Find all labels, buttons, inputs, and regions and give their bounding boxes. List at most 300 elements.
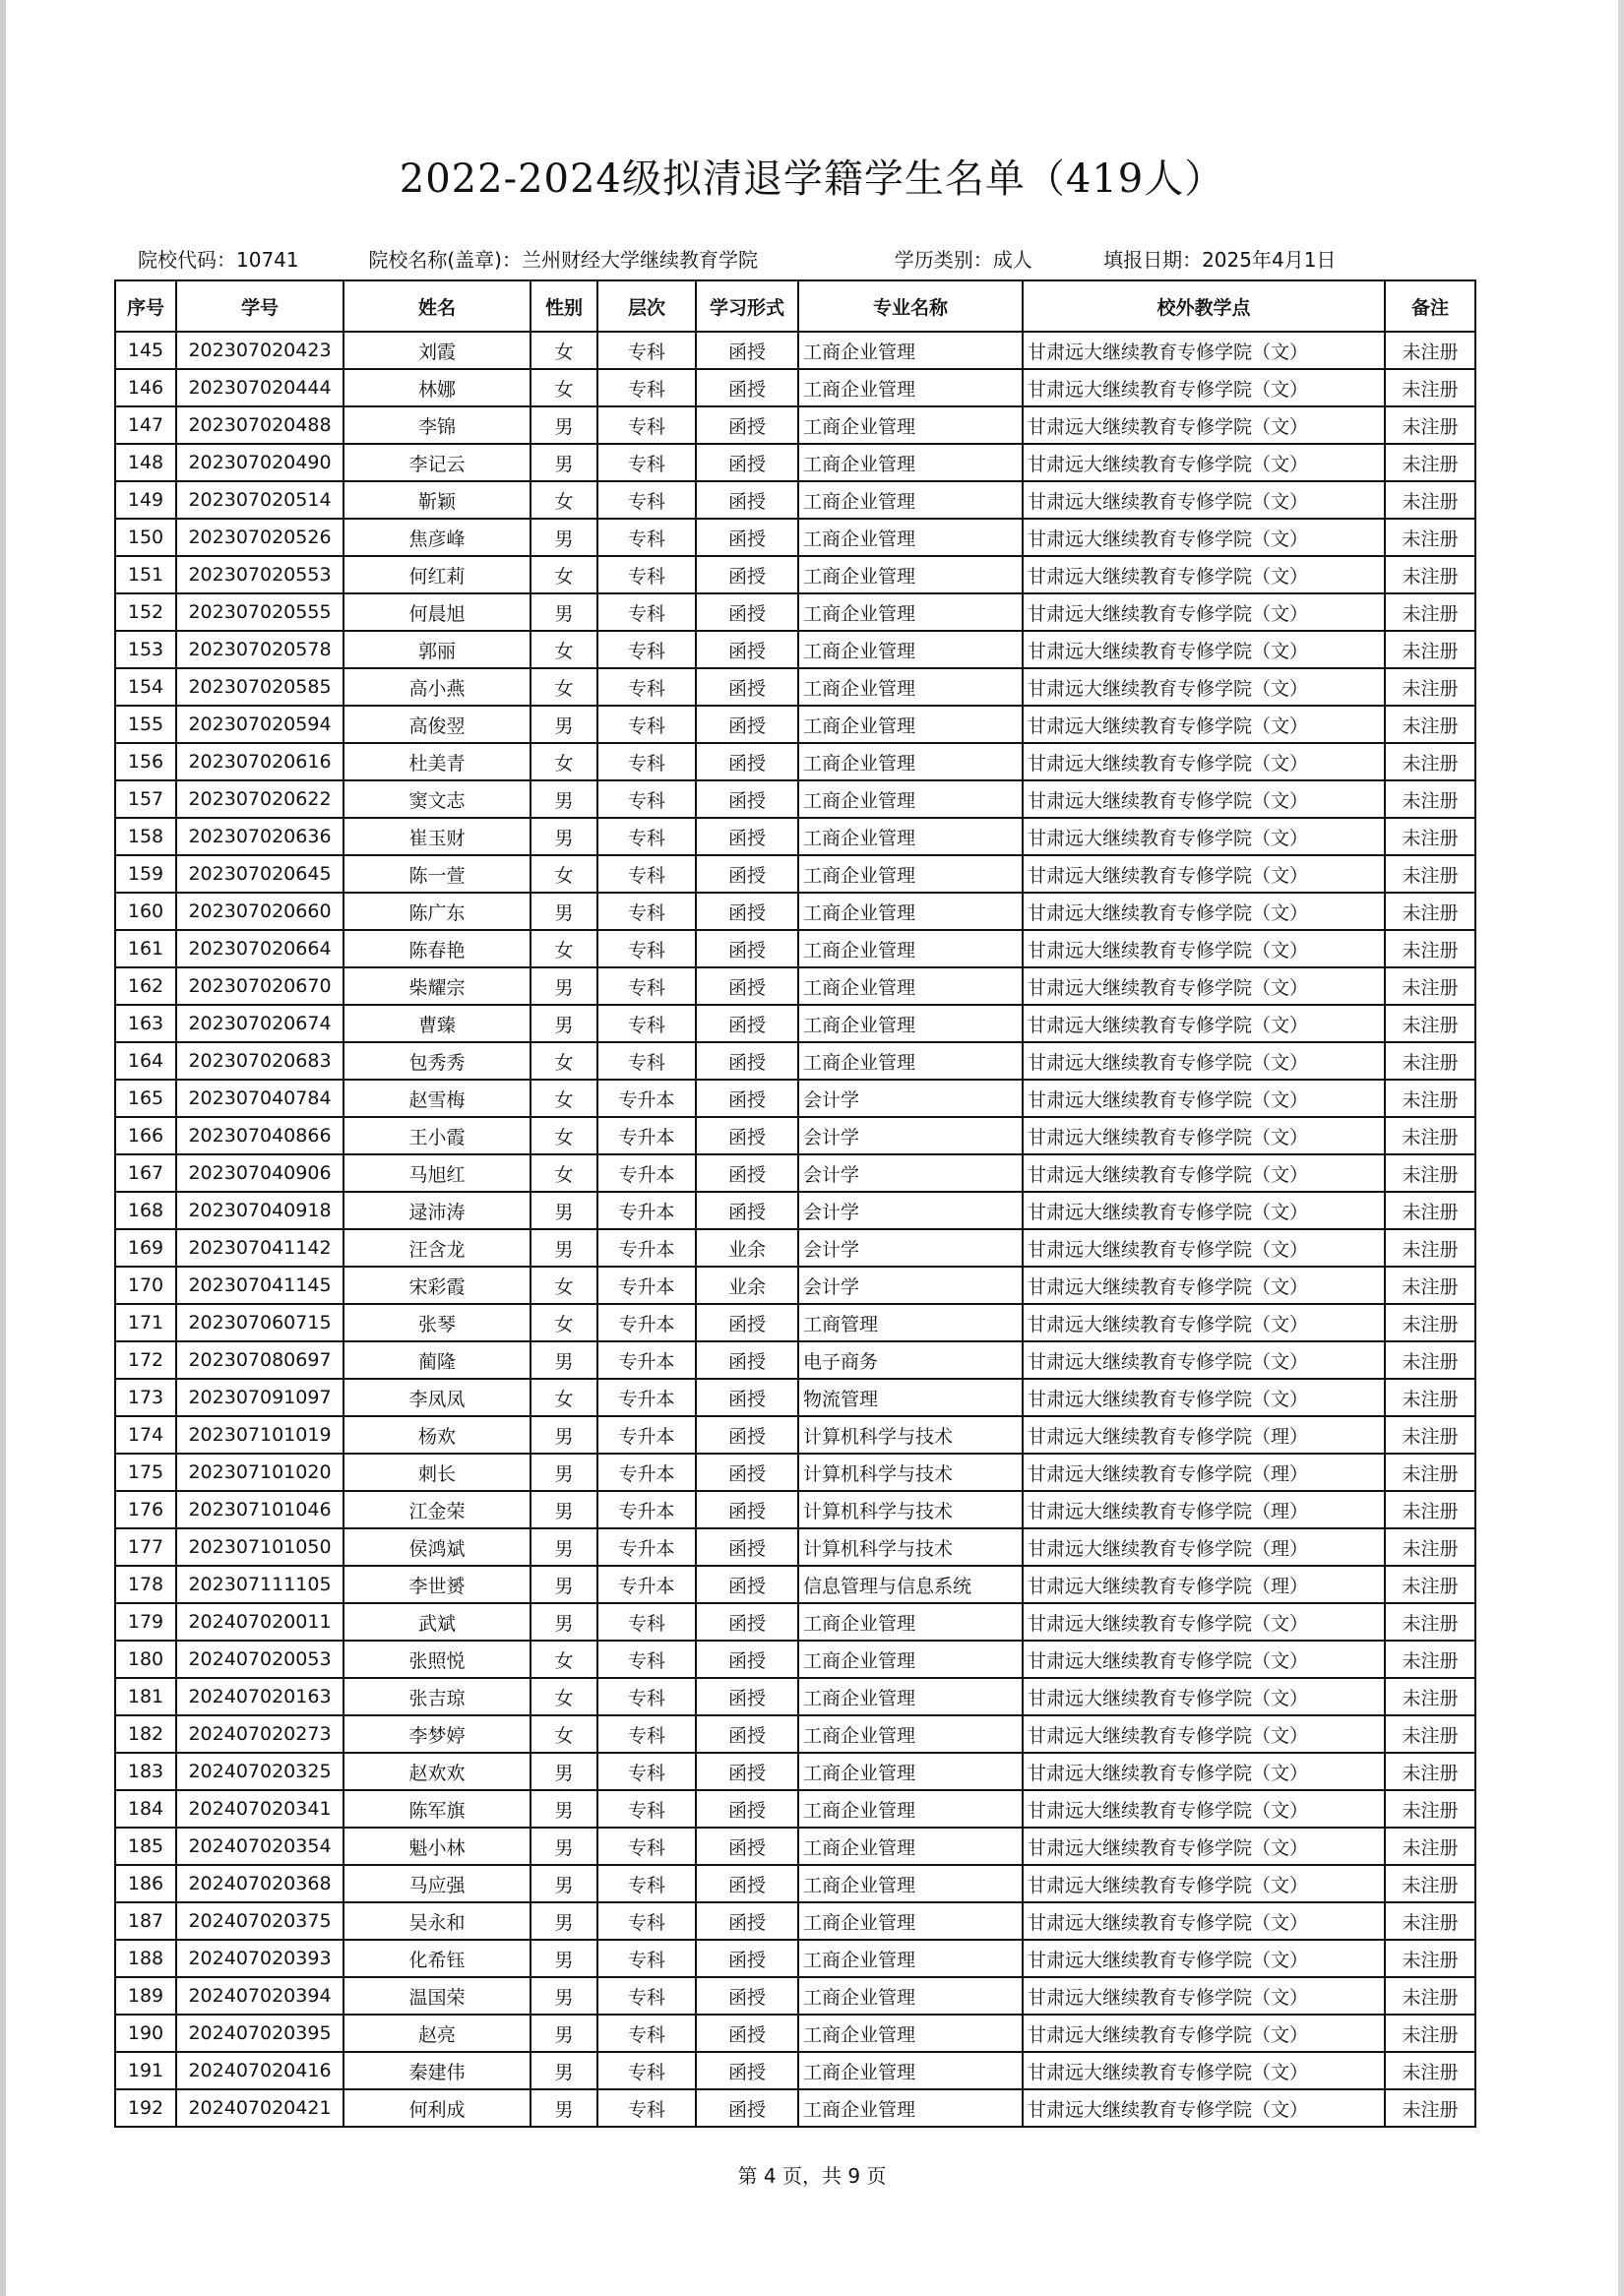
- cell-teaching-site: 甘肃远大继续教育专修学院（文）: [1023, 2015, 1385, 2052]
- cell-name: 窦文志: [344, 780, 531, 818]
- cell-teaching-site: 甘肃远大继续教育专修学院（文）: [1023, 2052, 1385, 2089]
- cell-level: 专科: [597, 332, 696, 369]
- cell-index: 170: [115, 1267, 176, 1304]
- cell-level: 专科: [597, 406, 696, 444]
- table-row: [115, 855, 1475, 893]
- cell-teaching-site: 甘肃远大继续教育专修学院（文）: [1023, 1005, 1385, 1042]
- cell-student-id: 202407020325: [176, 1753, 344, 1790]
- cell-gender: 女: [531, 930, 597, 967]
- cell-index: 171: [115, 1304, 176, 1341]
- table-row: [115, 1080, 1475, 1117]
- cell-index: 186: [115, 1865, 176, 1902]
- cell-teaching-site: 甘肃远大继续教育专修学院（文）: [1023, 855, 1385, 893]
- cell-name: 赵亮: [344, 2015, 531, 2052]
- cell-gender: 男: [531, 1828, 597, 1865]
- cell-level: 专科: [597, 1940, 696, 1977]
- table-row: [115, 1341, 1475, 1379]
- cell-index: 153: [115, 631, 176, 668]
- col-header-study-mode: 学习形式: [696, 280, 798, 332]
- cell-gender: 男: [531, 780, 597, 818]
- cell-major: 工商企业管理: [798, 930, 1023, 967]
- cell-student-id: 202407020053: [176, 1641, 344, 1678]
- cell-major: 会计学: [798, 1080, 1023, 1117]
- table-row: [115, 743, 1475, 780]
- cell-gender: 男: [531, 1753, 597, 1790]
- cell-remark: 未注册: [1385, 2052, 1475, 2089]
- cell-teaching-site: 甘肃远大继续教育专修学院（理）: [1023, 1491, 1385, 1528]
- cell-level: 专科: [597, 967, 696, 1005]
- table-row: [115, 1828, 1475, 1865]
- cell-teaching-site: 甘肃远大继续教育专修学院（理）: [1023, 1566, 1385, 1603]
- table-row: [115, 780, 1475, 818]
- cell-level: 专科: [597, 818, 696, 855]
- table-row: [115, 1603, 1475, 1641]
- cell-remark: 未注册: [1385, 1902, 1475, 1940]
- cell-gender: 男: [531, 1940, 597, 1977]
- cell-study-mode: 函授: [696, 1940, 798, 1977]
- cell-level: 专科: [597, 930, 696, 967]
- cell-teaching-site: 甘肃远大继续教育专修学院（文）: [1023, 1117, 1385, 1154]
- cell-teaching-site: 甘肃远大继续教育专修学院（文）: [1023, 332, 1385, 369]
- cell-gender: 男: [531, 2052, 597, 2089]
- cell-major: 工商企业管理: [798, 967, 1023, 1005]
- cell-teaching-site: 甘肃远大继续教育专修学院（文）: [1023, 1154, 1385, 1192]
- cell-level: 专科: [597, 519, 696, 556]
- cell-study-mode: 函授: [696, 1117, 798, 1154]
- cell-name: 靳颖: [344, 481, 531, 519]
- cell-major: 工商企业管理: [798, 1790, 1023, 1828]
- cell-teaching-site: 甘肃远大继续教育专修学院（文）: [1023, 1229, 1385, 1267]
- cell-teaching-site: 甘肃远大继续教育专修学院（文）: [1023, 1304, 1385, 1341]
- cell-index: 157: [115, 780, 176, 818]
- cell-major: 工商企业管理: [798, 1678, 1023, 1715]
- cell-student-id: 202307020683: [176, 1042, 344, 1080]
- cell-study-mode: 函授: [696, 1715, 798, 1753]
- cell-study-mode: 函授: [696, 1416, 798, 1454]
- table-row: [115, 1641, 1475, 1678]
- cell-gender: 女: [531, 1080, 597, 1117]
- cell-major: 工商企业管理: [798, 481, 1023, 519]
- cell-student-id: 202407020394: [176, 1977, 344, 2015]
- cell-student-id: 202407020341: [176, 1790, 344, 1828]
- table-row: [115, 519, 1475, 556]
- document-meta: [138, 244, 1336, 273]
- cell-remark: 未注册: [1385, 332, 1475, 369]
- cell-name: 赵雪梅: [344, 1080, 531, 1117]
- cell-student-id: 202307040866: [176, 1117, 344, 1154]
- cell-study-mode: 函授: [696, 930, 798, 967]
- cell-study-mode: 函授: [696, 631, 798, 668]
- cell-remark: 未注册: [1385, 1865, 1475, 1902]
- cell-name: 张照悦: [344, 1641, 531, 1678]
- cell-study-mode: 函授: [696, 2015, 798, 2052]
- cell-student-id: 202307020585: [176, 668, 344, 706]
- col-header-remark: 备注: [1385, 280, 1475, 332]
- cell-index: 181: [115, 1678, 176, 1715]
- cell-gender: 女: [531, 1042, 597, 1080]
- cell-major: 工商企业管理: [798, 706, 1023, 743]
- cell-index: 149: [115, 481, 176, 519]
- cell-major: 工商企业管理: [798, 1753, 1023, 1790]
- cell-index: 190: [115, 2015, 176, 2052]
- cell-student-id: 202307091097: [176, 1379, 344, 1416]
- cell-major: 工商企业管理: [798, 519, 1023, 556]
- cell-level: 专科: [597, 668, 696, 706]
- cell-study-mode: 函授: [696, 1678, 798, 1715]
- cell-remark: 未注册: [1385, 1715, 1475, 1753]
- cell-student-id: 202307020488: [176, 406, 344, 444]
- cell-major: 工商企业管理: [798, 855, 1023, 893]
- cell-level: 专科: [597, 444, 696, 481]
- cell-study-mode: 函授: [696, 1341, 798, 1379]
- table-row: [115, 1267, 1475, 1304]
- cell-study-mode: 函授: [696, 1080, 798, 1117]
- table-row: [115, 1154, 1475, 1192]
- cell-name: 魁小林: [344, 1828, 531, 1865]
- cell-remark: 未注册: [1385, 1080, 1475, 1117]
- table-row: [115, 1977, 1475, 2015]
- cell-student-id: 202307040906: [176, 1154, 344, 1192]
- cell-study-mode: 函授: [696, 332, 798, 369]
- table-row: [115, 2052, 1475, 2089]
- cell-gender: 男: [531, 444, 597, 481]
- cell-study-mode: 函授: [696, 967, 798, 1005]
- cell-remark: 未注册: [1385, 406, 1475, 444]
- cell-remark: 未注册: [1385, 1304, 1475, 1341]
- cell-major: 工商企业管理: [798, 631, 1023, 668]
- cell-teaching-site: 甘肃远大继续教育专修学院（文）: [1023, 893, 1385, 930]
- cell-index: 169: [115, 1229, 176, 1267]
- table-row: [115, 631, 1475, 668]
- cell-major: 工商企业管理: [798, 1940, 1023, 1977]
- cell-student-id: 202307020670: [176, 967, 344, 1005]
- cell-name: 李记云: [344, 444, 531, 481]
- cell-level: 专升本: [597, 1080, 696, 1117]
- table-row: [115, 593, 1475, 631]
- cell-index: 188: [115, 1940, 176, 1977]
- cell-gender: 男: [531, 1341, 597, 1379]
- cell-remark: 未注册: [1385, 855, 1475, 893]
- cell-index: 180: [115, 1641, 176, 1678]
- cell-remark: 未注册: [1385, 1603, 1475, 1641]
- table-row: [115, 481, 1475, 519]
- table-row: [115, 706, 1475, 743]
- cell-student-id: 202307020594: [176, 706, 344, 743]
- cell-remark: 未注册: [1385, 668, 1475, 706]
- education-type: 学历类别：成人: [894, 248, 1032, 272]
- cell-name: 陈广东: [344, 893, 531, 930]
- cell-remark: 未注册: [1385, 631, 1475, 668]
- cell-index: 165: [115, 1080, 176, 1117]
- cell-gender: 女: [531, 1117, 597, 1154]
- cell-index: 187: [115, 1902, 176, 1940]
- cell-teaching-site: 甘肃远大继续教育专修学院（文）: [1023, 743, 1385, 780]
- table-row: [115, 668, 1475, 706]
- cell-level: 专升本: [597, 1528, 696, 1566]
- cell-study-mode: 业余: [696, 1229, 798, 1267]
- table-row: [115, 1678, 1475, 1715]
- cell-remark: 未注册: [1385, 1229, 1475, 1267]
- cell-student-id: 202307040784: [176, 1080, 344, 1117]
- cell-remark: 未注册: [1385, 967, 1475, 1005]
- cell-student-id: 202407020416: [176, 2052, 344, 2089]
- cell-name: 马应强: [344, 1865, 531, 1902]
- cell-student-id: 202307020423: [176, 332, 344, 369]
- cell-major: 工商企业管理: [798, 444, 1023, 481]
- cell-name: 曹臻: [344, 1005, 531, 1042]
- cell-remark: 未注册: [1385, 706, 1475, 743]
- cell-teaching-site: 甘肃远大继续教育专修学院（文）: [1023, 444, 1385, 481]
- cell-study-mode: 函授: [696, 593, 798, 631]
- cell-remark: 未注册: [1385, 930, 1475, 967]
- cell-level: 专科: [597, 1005, 696, 1042]
- cell-student-id: 202307040918: [176, 1192, 344, 1229]
- cell-teaching-site: 甘肃远大继续教育专修学院（文）: [1023, 1715, 1385, 1753]
- cell-gender: 男: [531, 593, 597, 631]
- cell-name: 杨欢: [344, 1416, 531, 1454]
- cell-gender: 女: [531, 855, 597, 893]
- cell-index: 179: [115, 1603, 176, 1641]
- cell-gender: 男: [531, 706, 597, 743]
- table-row: [115, 1940, 1475, 1977]
- cell-level: 专科: [597, 1977, 696, 2015]
- cell-index: 158: [115, 818, 176, 855]
- cell-student-id: 202407020375: [176, 1902, 344, 1940]
- student-table: [114, 279, 1476, 2128]
- table-row: [115, 1528, 1475, 1566]
- cell-index: 174: [115, 1416, 176, 1454]
- cell-name: 焦彦峰: [344, 519, 531, 556]
- cell-teaching-site: 甘肃远大继续教育专修学院（文）: [1023, 2089, 1385, 2127]
- cell-gender: 女: [531, 556, 597, 593]
- cell-major: 工商企业管理: [798, 2089, 1023, 2127]
- cell-gender: 女: [531, 1267, 597, 1304]
- cell-study-mode: 函授: [696, 1528, 798, 1566]
- cell-gender: 男: [531, 1790, 597, 1828]
- cell-student-id: 202407020354: [176, 1828, 344, 1865]
- cell-index: 152: [115, 593, 176, 631]
- cell-student-id: 202407020163: [176, 1678, 344, 1715]
- table-row: [115, 1865, 1475, 1902]
- cell-index: 163: [115, 1005, 176, 1042]
- cell-teaching-site: 甘肃远大继续教育专修学院（理）: [1023, 1454, 1385, 1491]
- cell-index: 191: [115, 2052, 176, 2089]
- cell-level: 专科: [597, 593, 696, 631]
- cell-student-id: 202407020273: [176, 1715, 344, 1753]
- cell-student-id: 202307041142: [176, 1229, 344, 1267]
- cell-student-id: 202307111105: [176, 1566, 344, 1603]
- cell-gender: 男: [531, 967, 597, 1005]
- cell-index: 166: [115, 1117, 176, 1154]
- school-name: 院校名称(盖章)：兰州财经大学继续教育学院: [368, 248, 758, 272]
- cell-level: 专科: [597, 2052, 696, 2089]
- cell-major: 工商企业管理: [798, 1865, 1023, 1902]
- cell-index: 172: [115, 1341, 176, 1379]
- cell-study-mode: 函授: [696, 1603, 798, 1641]
- cell-gender: 男: [531, 1977, 597, 2015]
- cell-major: 工商企业管理: [798, 1715, 1023, 1753]
- cell-study-mode: 函授: [696, 1005, 798, 1042]
- cell-remark: 未注册: [1385, 1790, 1475, 1828]
- table-row: [115, 2089, 1475, 2127]
- cell-name: 秦建伟: [344, 2052, 531, 2089]
- cell-student-id: 202307041145: [176, 1267, 344, 1304]
- cell-name: 郭丽: [344, 631, 531, 668]
- cell-teaching-site: 甘肃远大继续教育专修学院（文）: [1023, 1977, 1385, 2015]
- cell-index: 164: [115, 1042, 176, 1080]
- cell-student-id: 202307101020: [176, 1454, 344, 1491]
- table-row: [115, 1192, 1475, 1229]
- cell-study-mode: 函授: [696, 406, 798, 444]
- cell-study-mode: 函授: [696, 481, 798, 519]
- cell-teaching-site: 甘肃远大继续教育专修学院（文）: [1023, 1080, 1385, 1117]
- cell-student-id: 202307101046: [176, 1491, 344, 1528]
- table-row: [115, 1416, 1475, 1454]
- cell-index: 183: [115, 1753, 176, 1790]
- table-row: [115, 1005, 1475, 1042]
- cell-name: 李世赟: [344, 1566, 531, 1603]
- cell-major: 工商企业管理: [798, 1005, 1023, 1042]
- cell-teaching-site: 甘肃远大继续教育专修学院（文）: [1023, 556, 1385, 593]
- cell-gender: 男: [531, 1566, 597, 1603]
- cell-major: 工商管理: [798, 1304, 1023, 1341]
- cell-name: 杜美青: [344, 743, 531, 780]
- cell-gender: 女: [531, 1379, 597, 1416]
- scan-edge-right: [1618, 0, 1624, 2296]
- cell-gender: 男: [531, 1865, 597, 1902]
- cell-name: 赵欢欢: [344, 1753, 531, 1790]
- cell-gender: 男: [531, 406, 597, 444]
- cell-major: 工商企业管理: [798, 1603, 1023, 1641]
- cell-major: 工商企业管理: [798, 2052, 1023, 2089]
- cell-study-mode: 函授: [696, 1454, 798, 1491]
- col-header-teaching-site: 校外教学点: [1023, 280, 1385, 332]
- cell-level: 专科: [597, 1678, 696, 1715]
- cell-gender: 男: [531, 818, 597, 855]
- table-row: [115, 1379, 1475, 1416]
- cell-level: 专升本: [597, 1267, 696, 1304]
- cell-gender: 女: [531, 1678, 597, 1715]
- cell-teaching-site: 甘肃远大继续教育专修学院（文）: [1023, 967, 1385, 1005]
- cell-gender: 女: [531, 1154, 597, 1192]
- cell-study-mode: 函授: [696, 556, 798, 593]
- cell-level: 专升本: [597, 1304, 696, 1341]
- cell-student-id: 202307020490: [176, 444, 344, 481]
- cell-index: 177: [115, 1528, 176, 1566]
- cell-remark: 未注册: [1385, 1678, 1475, 1715]
- cell-major: 工商企业管理: [798, 1977, 1023, 2015]
- cell-name: 蔺隆: [344, 1341, 531, 1379]
- cell-study-mode: 函授: [696, 780, 798, 818]
- cell-level: 专升本: [597, 1117, 696, 1154]
- cell-gender: 女: [531, 1304, 597, 1341]
- cell-name: 张琴: [344, 1304, 531, 1341]
- cell-student-id: 202307020526: [176, 519, 344, 556]
- cell-student-id: 202307020664: [176, 930, 344, 967]
- cell-index: 168: [115, 1192, 176, 1229]
- cell-name: 李梦婷: [344, 1715, 531, 1753]
- cell-level: 专科: [597, 1715, 696, 1753]
- cell-index: 162: [115, 967, 176, 1005]
- cell-index: 178: [115, 1566, 176, 1603]
- cell-gender: 男: [531, 1902, 597, 1940]
- cell-remark: 未注册: [1385, 743, 1475, 780]
- col-header-gender: 性别: [531, 280, 597, 332]
- cell-teaching-site: 甘肃远大继续教育专修学院（文）: [1023, 1267, 1385, 1304]
- cell-name: 高俊翌: [344, 706, 531, 743]
- cell-gender: 男: [531, 2089, 597, 2127]
- cell-study-mode: 函授: [696, 818, 798, 855]
- cell-teaching-site: 甘肃远大继续教育专修学院（文）: [1023, 406, 1385, 444]
- cell-name: 吴永和: [344, 1902, 531, 1940]
- col-header-name: 姓名: [344, 280, 531, 332]
- cell-remark: 未注册: [1385, 1416, 1475, 1454]
- cell-study-mode: 函授: [696, 444, 798, 481]
- cell-name: 陈军旗: [344, 1790, 531, 1828]
- cell-remark: 未注册: [1385, 893, 1475, 930]
- cell-teaching-site: 甘肃远大继续教育专修学院（文）: [1023, 593, 1385, 631]
- cell-index: 151: [115, 556, 176, 593]
- cell-name: 陈一萱: [344, 855, 531, 893]
- cell-index: 185: [115, 1828, 176, 1865]
- cell-teaching-site: 甘肃远大继续教育专修学院（文）: [1023, 1865, 1385, 1902]
- cell-gender: 男: [531, 1229, 597, 1267]
- cell-major: 工商企业管理: [798, 369, 1023, 406]
- cell-teaching-site: 甘肃远大继续教育专修学院（文）: [1023, 780, 1385, 818]
- cell-teaching-site: 甘肃远大继续教育专修学院（文）: [1023, 1828, 1385, 1865]
- cell-teaching-site: 甘肃远大继续教育专修学院（文）: [1023, 706, 1385, 743]
- table-row: [115, 406, 1475, 444]
- cell-level: 专升本: [597, 1229, 696, 1267]
- cell-name: 包秀秀: [344, 1042, 531, 1080]
- cell-teaching-site: 甘肃远大继续教育专修学院（文）: [1023, 668, 1385, 706]
- cell-study-mode: 函授: [696, 1977, 798, 2015]
- cell-name: 陈春艳: [344, 930, 531, 967]
- cell-gender: 女: [531, 668, 597, 706]
- cell-gender: 男: [531, 1005, 597, 1042]
- cell-level: 专科: [597, 1603, 696, 1641]
- cell-teaching-site: 甘肃远大继续教育专修学院（文）: [1023, 1379, 1385, 1416]
- cell-remark: 未注册: [1385, 1828, 1475, 1865]
- cell-remark: 未注册: [1385, 1491, 1475, 1528]
- cell-teaching-site: 甘肃远大继续教育专修学院（文）: [1023, 519, 1385, 556]
- cell-study-mode: 函授: [696, 668, 798, 706]
- cell-name: 崔玉财: [344, 818, 531, 855]
- cell-gender: 男: [531, 1416, 597, 1454]
- cell-major: 计算机科学与技术: [798, 1491, 1023, 1528]
- cell-level: 专科: [597, 369, 696, 406]
- cell-student-id: 202407020368: [176, 1865, 344, 1902]
- cell-name: 何红莉: [344, 556, 531, 593]
- cell-remark: 未注册: [1385, 1192, 1475, 1229]
- cell-gender: 男: [531, 1528, 597, 1566]
- cell-index: 159: [115, 855, 176, 893]
- cell-major: 工商企业管理: [798, 893, 1023, 930]
- cell-level: 专升本: [597, 1379, 696, 1416]
- cell-remark: 未注册: [1385, 593, 1475, 631]
- cell-level: 专科: [597, 2089, 696, 2127]
- cell-level: 专升本: [597, 1341, 696, 1379]
- cell-major: 物流管理: [798, 1379, 1023, 1416]
- table-row: [115, 893, 1475, 930]
- cell-index: 192: [115, 2089, 176, 2127]
- cell-index: 155: [115, 706, 176, 743]
- cell-major: 计算机科学与技术: [798, 1454, 1023, 1491]
- cell-major: 工商企业管理: [798, 406, 1023, 444]
- cell-major: 计算机科学与技术: [798, 1416, 1023, 1454]
- cell-study-mode: 函授: [696, 706, 798, 743]
- cell-teaching-site: 甘肃远大继续教育专修学院（文）: [1023, 1902, 1385, 1940]
